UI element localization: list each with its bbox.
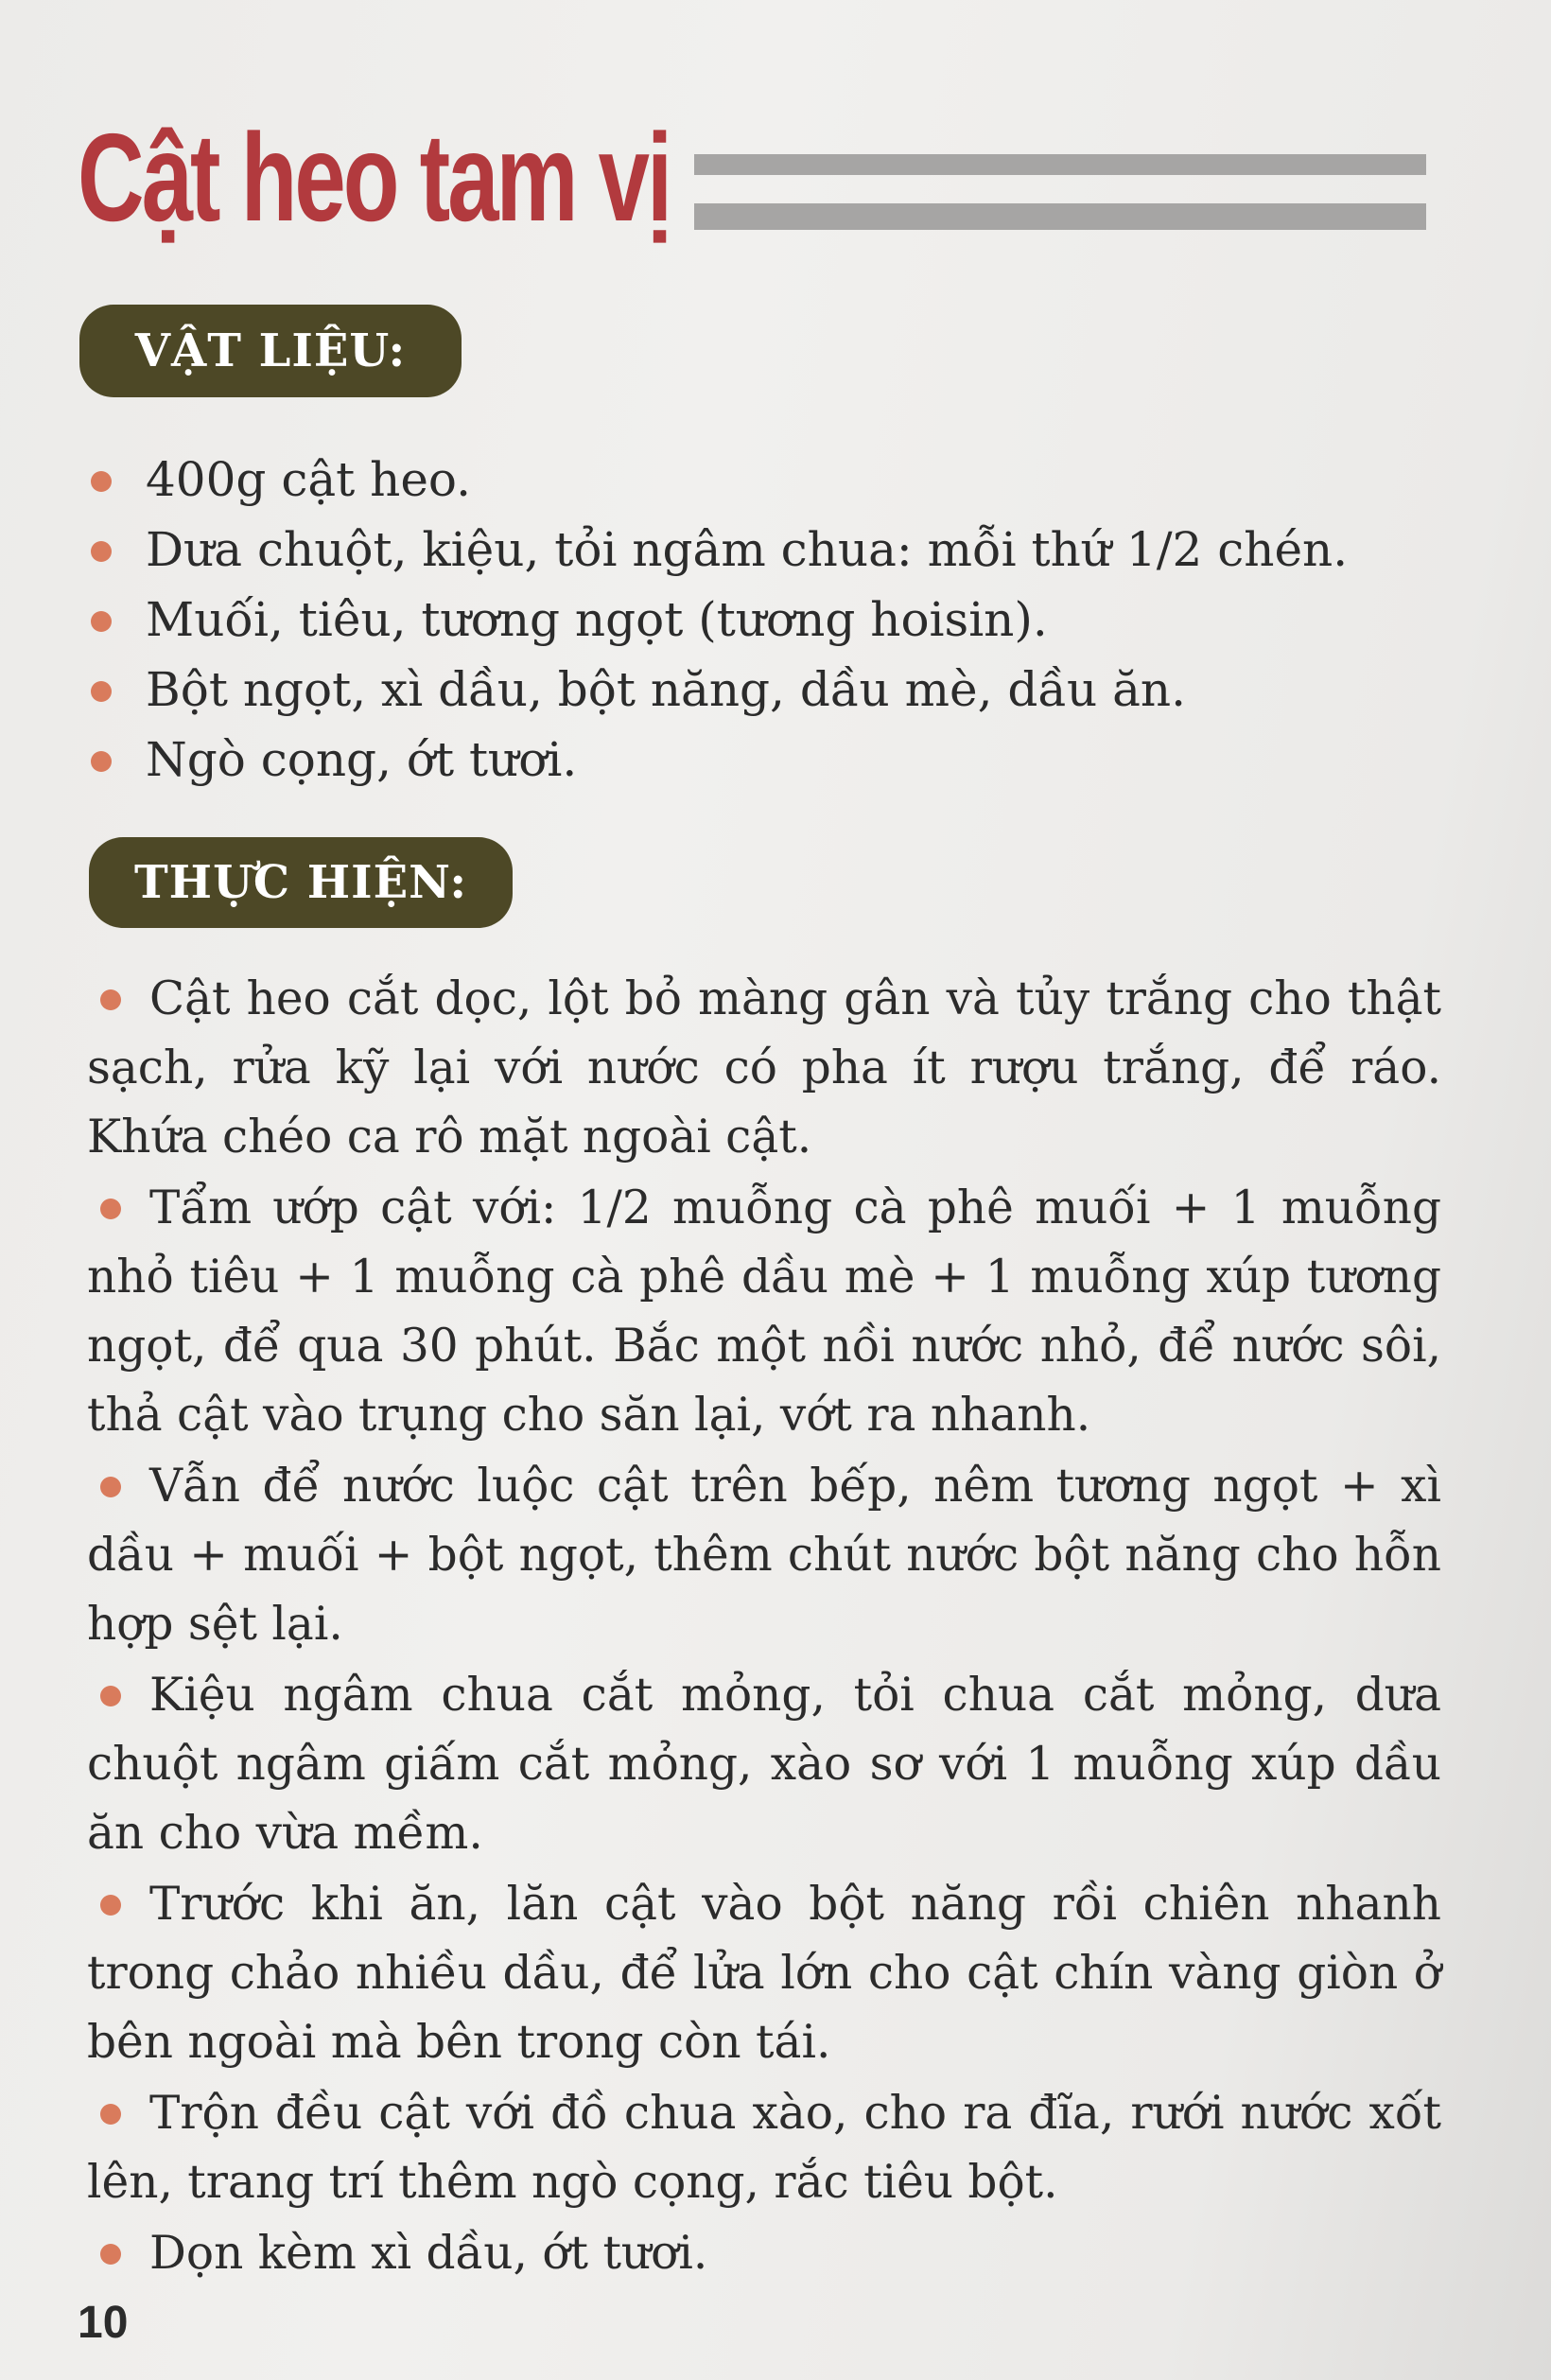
steps-heading: THỰC HIỆN:: [89, 837, 513, 928]
decorative-bar-top: [694, 154, 1426, 175]
material-text: Bột ngọt, xì dầu, bột năng, dầu mè, dầu ăn.: [146, 662, 1187, 717]
list-item: [91, 725, 1453, 795]
bullet-icon: [91, 681, 112, 702]
bullet-icon: [100, 1199, 121, 1219]
bullet-icon: [100, 989, 121, 1010]
material-text: 400g cật heo.: [146, 452, 472, 507]
step-text: Dọn kèm xì dầu, ớt tươi.: [149, 2227, 708, 2280]
material-text: Muối, tiêu, tương ngọt (tương hoisin).: [146, 592, 1048, 647]
page-number: 10: [78, 2298, 129, 2348]
recipe-title: Cật heo tam vị: [78, 108, 671, 247]
step-text: Trộn đều cật với đồ chua xào, cho ra đĩa, rưới nước xốt lên, trang trí thêm ngò cọng, rắc tiêu bột.: [87, 2087, 1441, 2209]
step-text: Cật heo cắt dọc, lột bỏ màng gân và tủy trắng cho thật sạch, rửa kỹ lại với nước có pha ít rượu trắng, để ráo. Khứa chéo ca rô mặt ngoài cật.: [87, 972, 1441, 1164]
step-item: [87, 965, 1441, 1172]
decorative-bar-bottom: [694, 203, 1426, 230]
step-item: [87, 1661, 1441, 1868]
step-item: [87, 1452, 1441, 1659]
list-item: [91, 515, 1453, 585]
bullet-icon: [100, 2244, 121, 2265]
step-item: [87, 2079, 1441, 2217]
step-text: Tẩm ướp cật với: 1/2 muỗng cà phê muối + 1 muỗng nhỏ tiêu + 1 muỗng cà phê dầu mè + 1 muỗng xúp tương ngọt, để qua 30 phút. Bắc một nồi nước nhỏ, để nước sôi, thả cật vào trụng cho săn lại, vớt ra nhanh.: [87, 1181, 1441, 1442]
bullet-icon: [100, 1477, 121, 1497]
material-text: Ngò cọng, ớt tươi.: [146, 732, 578, 787]
materials-heading: VẬT LIỆU:: [79, 305, 462, 397]
bullet-icon: [91, 471, 112, 492]
steps-list: [87, 965, 1441, 2290]
materials-list: [91, 445, 1453, 795]
step-item: [87, 2219, 1441, 2288]
bullet-icon: [100, 2104, 121, 2125]
step-text: Vẫn để nước luộc cật trên bếp, nêm tương ngọt + xì dầu + muối + bột ngọt, thêm chút nước bột năng cho hỗn hợp sệt lại.: [87, 1460, 1441, 1651]
title-decoration: [694, 154, 1426, 232]
list-item: [91, 445, 1453, 515]
step-text: Trước khi ăn, lăn cật vào bột năng rồi chiên nhanh trong chảo nhiều dầu, để lửa lớn cho cật chín vàng giòn ở bên ngoài mà bên trong còn tái.: [87, 1878, 1441, 2069]
bullet-icon: [91, 611, 112, 632]
bullet-icon: [100, 1686, 121, 1706]
bullet-icon: [91, 541, 112, 562]
bullet-icon: [100, 1895, 121, 1916]
step-item: [87, 1174, 1441, 1450]
step-text: Kiệu ngâm chua cắt mỏng, tỏi chua cắt mỏng, dưa chuột ngâm giấm cắt mỏng, xào sơ với 1 muỗng xúp dầu ăn cho vừa mềm.: [87, 1669, 1441, 1860]
material-text: Dưa chuột, kiệu, tỏi ngâm chua: mỗi thứ 1/2 chén.: [146, 522, 1349, 577]
step-item: [87, 1870, 1441, 2077]
bullet-icon: [91, 751, 112, 772]
list-item: [91, 585, 1453, 655]
list-item: [91, 655, 1453, 725]
